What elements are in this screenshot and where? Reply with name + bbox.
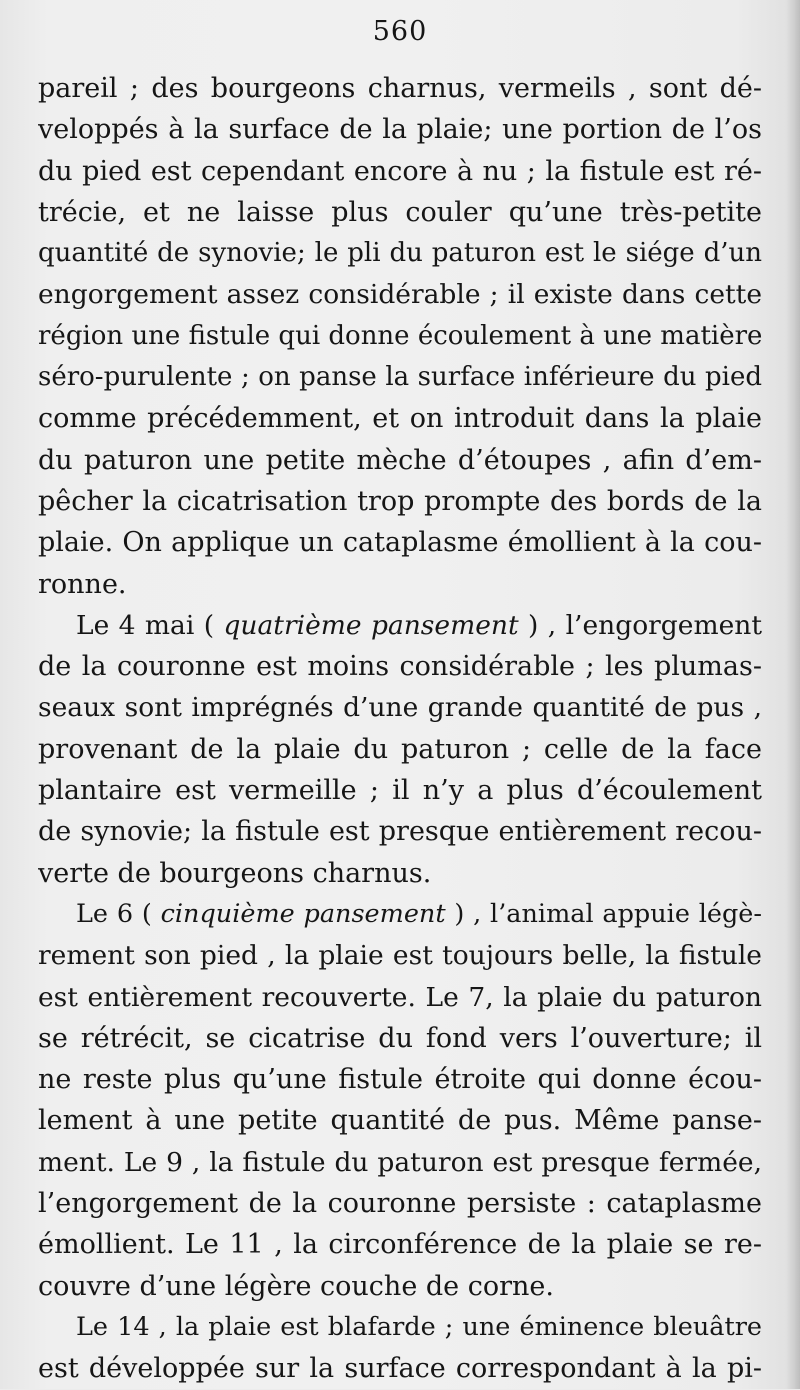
text-line <box>38 109 762 150</box>
text-segment: Le 4 mai ( <box>76 609 224 641</box>
text-segment: séro-purulente ; on panse la surface inférieure du pied <box>38 362 762 393</box>
text-segment: pareil ; des bourgeons charnus, vermeils , sont dé- <box>38 73 762 104</box>
text-segment: rement son pied , la plaie est toujours belle, la fistule <box>38 940 762 972</box>
text-segment: couvre d’une légère couche de corne. <box>38 1270 554 1302</box>
text-segment: ronne. <box>38 568 127 600</box>
text-line <box>38 357 762 398</box>
text-line <box>38 811 762 852</box>
text-segment: est entièrement recouverte. Le 7, la plaie du paturon <box>38 981 762 1013</box>
text-segment: se rétrécit, se cicatrise du fond vers l’ouverture; il <box>38 1022 762 1054</box>
italic-phrase: quatrième pansement <box>223 609 519 641</box>
text-line <box>38 192 762 233</box>
text-segment: ment. Le 9 , la fistule du paturon est presque fermée, <box>38 1146 762 1178</box>
text-line <box>38 68 762 109</box>
text-segment: est développée sur la surface correspondant à la pi- <box>38 1353 762 1385</box>
text-segment: ) , l’engorgement <box>518 609 762 641</box>
text-line <box>38 1100 762 1141</box>
text-line <box>38 151 762 192</box>
text-segment: ne reste plus qu’une fistule étroite qui donne écou- <box>38 1064 762 1096</box>
text-segment: seaux sont imprégnés d’une grande quantité de pus , <box>38 692 762 724</box>
text-segment: comme précédemment, et on introduit dans la plaie <box>38 403 762 435</box>
text-segment: l’engorgement de la couronne persiste : cataplasme <box>38 1188 762 1220</box>
text-line <box>38 316 762 357</box>
text-segment: engorgement assez considérable ; il existe dans cette <box>38 279 762 311</box>
text-line <box>38 1018 762 1059</box>
text-line <box>38 1266 762 1307</box>
text-segment: de synovie; la fistule est presque entièrement recou- <box>38 816 762 848</box>
text-segment: plantaire est vermeille ; il n’y a plus d’écoulement <box>38 775 762 807</box>
text-line <box>38 564 762 605</box>
text-line <box>38 1142 762 1183</box>
text-segment: lement à une petite quantité de pus. Même panse- <box>38 1105 762 1137</box>
text-line <box>38 1224 762 1265</box>
text-line <box>38 1059 762 1100</box>
text-segment: veloppés à la surface de la plaie; une portion de l’os <box>38 114 762 146</box>
text-line <box>38 1183 762 1224</box>
text-line <box>38 729 762 770</box>
text-line <box>38 894 762 935</box>
text-segment: quantité de synovie; le pli du paturon est le siége d’un <box>38 238 762 269</box>
body-text <box>38 68 762 1390</box>
text-segment: ) , l’animal appuie légè- <box>445 898 762 929</box>
page-number: 560 <box>372 16 428 47</box>
text-line <box>38 481 762 522</box>
page-binding-edge <box>786 0 800 1389</box>
text-segment: du paturon une petite mèche d’étoupes , afin d’em- <box>38 444 762 476</box>
text-segment: provenant de la plaie du paturon ; celle de la face <box>38 733 762 765</box>
text-line <box>38 770 762 811</box>
text-segment: Le 6 ( <box>76 898 161 929</box>
text-segment: pêcher la cicatrisation trop prompte des bords de la <box>38 485 762 517</box>
text-line <box>38 398 762 439</box>
italic-phrase: cinquième pansement <box>160 898 446 929</box>
text-line <box>38 646 762 687</box>
text-segment: Le 14 , la plaie est blafarde ; une éminence bleuâtre <box>76 1311 762 1342</box>
text-line <box>38 687 762 728</box>
text-segment: trécie, et ne laisse plus couler qu’une très-petite <box>38 196 762 228</box>
text-line <box>38 522 762 563</box>
text-line <box>38 274 762 315</box>
text-segment: plaie. On applique un cataplasme émollient à la cou- <box>38 527 762 559</box>
text-line <box>38 233 762 274</box>
text-line <box>38 440 762 481</box>
text-segment: de la couronne est moins considérable ; les plumas- <box>38 651 762 683</box>
text-segment: région une fistule qui donne écoulement à une matière <box>38 320 762 351</box>
text-segment: émollient. Le 11 , la circonférence de la plaie se re- <box>38 1229 762 1261</box>
text-segment: du pied est cependant encore à nu ; la fistule est ré- <box>38 155 762 187</box>
text-line <box>38 1307 762 1348</box>
text-line <box>38 977 762 1018</box>
text-line <box>38 1348 762 1389</box>
text-line <box>38 853 762 894</box>
text-segment: verte de bourgeons charnus. <box>38 857 432 889</box>
text-line <box>38 935 762 976</box>
text-line <box>38 605 762 646</box>
